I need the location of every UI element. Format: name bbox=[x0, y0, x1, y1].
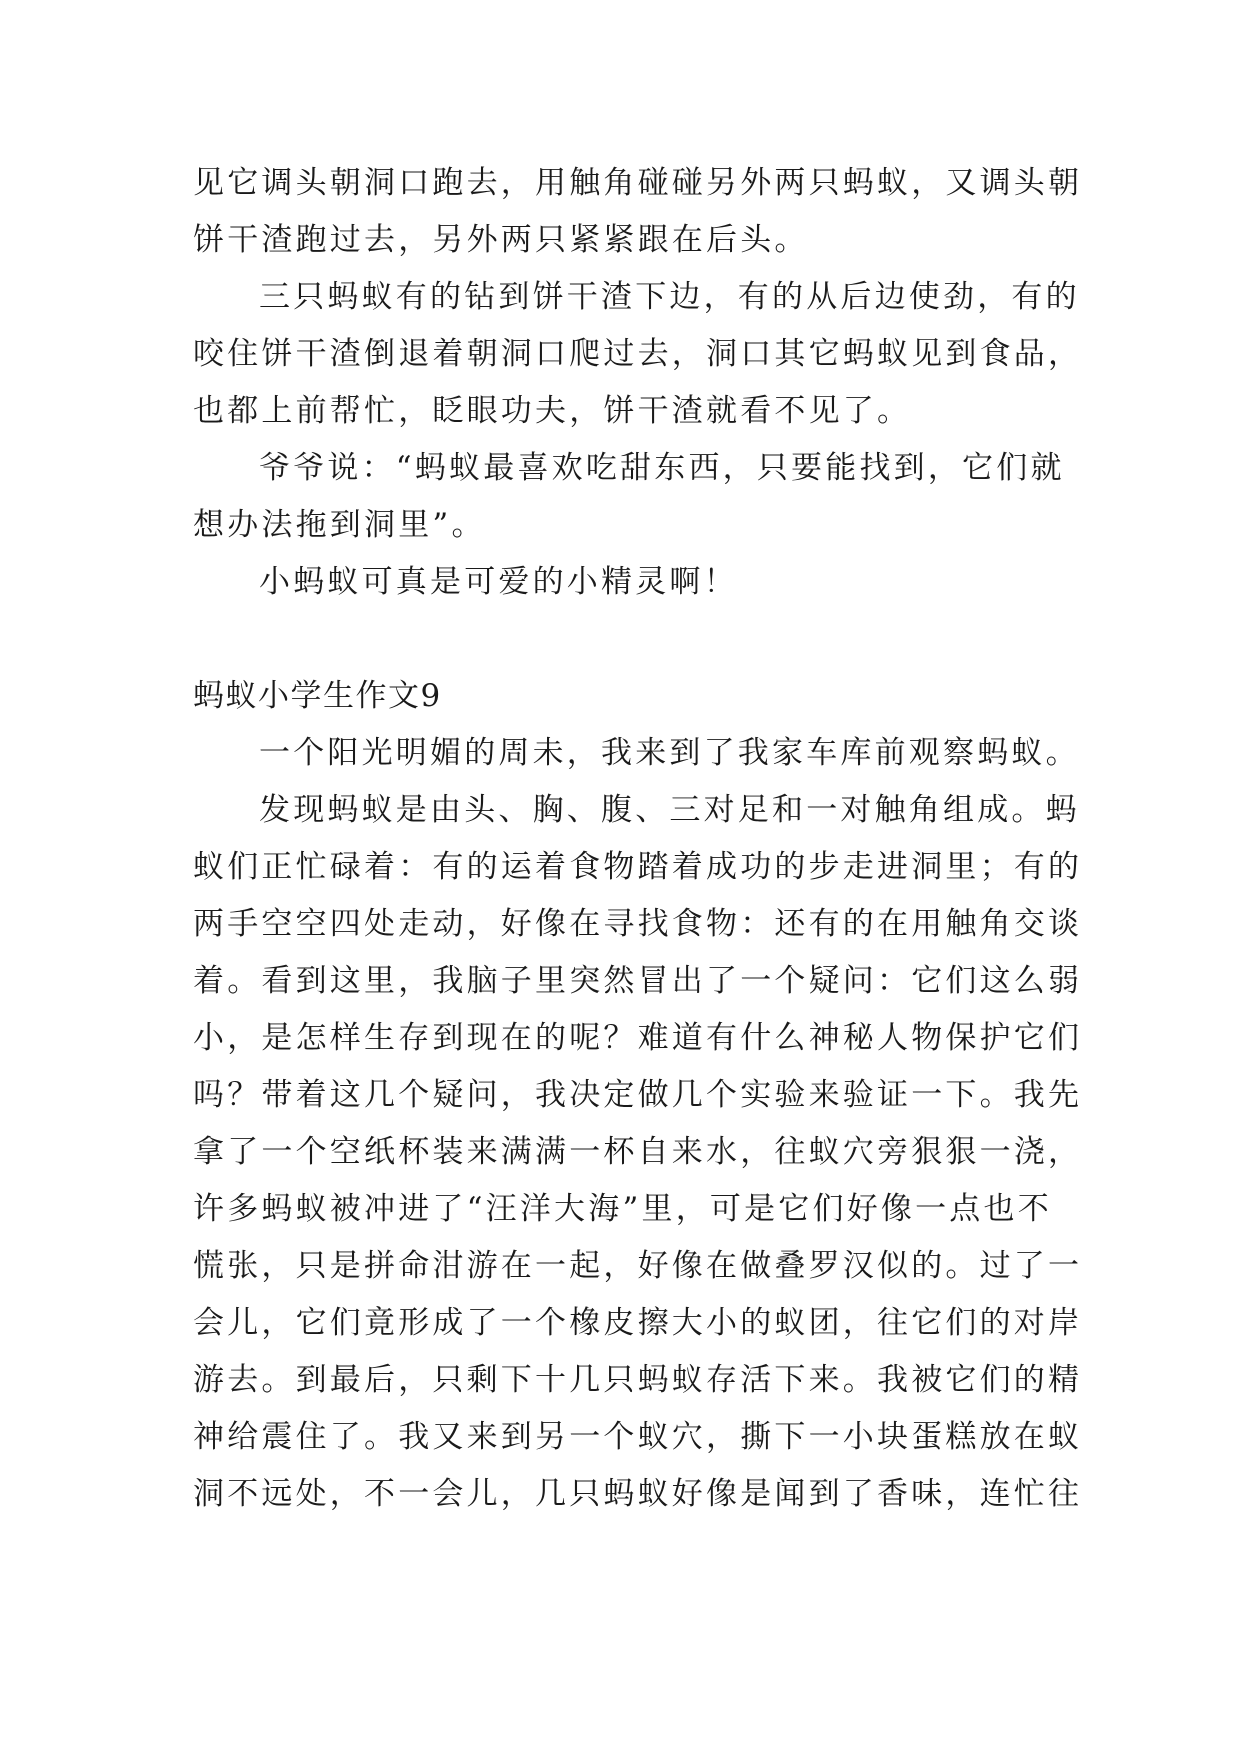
text-line: 慌张，只是拼命泔游在一起，好像在做叠罗汉似的。过了一 bbox=[193, 1248, 1083, 1284]
text-line: 小蚂蚁可真是可爱的小精灵啊！ bbox=[259, 564, 738, 600]
text-line: 咬住饼干渣倒退着朝洞口爬过去，洞口其它蚂蚁见到食品， bbox=[193, 336, 1083, 372]
text-line: 三只蚂蚁有的钻到饼干渣下边，有的从后边使劲，有的 bbox=[259, 279, 1080, 315]
text-line: 两手空空四处走动，好像在寻找食物：还有的在用触角交谈 bbox=[193, 906, 1083, 942]
paragraph-1 bbox=[193, 155, 1083, 269]
text-line: 见它调头朝洞口跑去，用触角碰碰另外两只蚂蚁，又调头朝 bbox=[193, 165, 1083, 201]
text-line: 吗？带着这几个疑问，我决定做几个实验来验证一下。我先 bbox=[193, 1077, 1083, 1113]
text-line: 也都上前帮忙，眨眼功夫，饼干渣就看不见了。 bbox=[193, 393, 912, 429]
text-line: 蚁们正忙碌着：有的运着食物踏着成功的步走进洞里；有的 bbox=[193, 849, 1083, 885]
text-line: 一个阳光明媚的周未，我来到了我家车库前观察蚂蚁。 bbox=[259, 735, 1080, 771]
text-line: 游去。到最后，只剩下十几只蚂蚁存活下来。我被它们的精 bbox=[193, 1362, 1083, 1398]
text-line: 神给震住了。我又来到另一个蚁穴，撕下一小块蛋糕放在蚁 bbox=[193, 1419, 1083, 1455]
paragraph-3 bbox=[193, 440, 1073, 554]
paragraph-gap bbox=[193, 611, 1073, 668]
section-heading: 蚂蚁小学生作文9 bbox=[193, 678, 442, 714]
paragraph-2 bbox=[193, 269, 1083, 440]
text-line: 饼干渣跑过去，另外两只紧紧跟在后头。 bbox=[193, 222, 809, 258]
text-line: 着。看到这里，我脑子里突然冒出了一个疑问：它们这么弱 bbox=[193, 963, 1083, 999]
text-line: 想办法拖到洞里”。 bbox=[193, 507, 486, 543]
text-line: 发现蚂蚁是由头、胸、腹、三对足和一对触角组成。蚂 bbox=[259, 792, 1080, 828]
text-line: 小，是怎样生存到现在的呢？难道有什么神秘人物保护它们 bbox=[193, 1020, 1083, 1056]
text-line: 洞不远处，不一会儿，几只蚂蚁好像是闻到了香味，连忙往 bbox=[193, 1476, 1083, 1512]
text-line: 拿了一个空纸杯装来满满一杯自来水，往蚁穴旁狠狠一浇， bbox=[193, 1134, 1083, 1170]
paragraph-6 bbox=[193, 782, 1083, 1523]
paragraph-5 bbox=[193, 725, 1080, 782]
paragraph-4 bbox=[193, 554, 1073, 611]
text-line: 会儿，它们竟形成了一个橡皮擦大小的蚁团，往它们的对岸 bbox=[193, 1305, 1083, 1341]
document-body bbox=[193, 155, 1083, 1523]
text-line: 许多蚂蚁被冲进了“汪洋大海”里，可是它们好像一点也不 bbox=[193, 1191, 1052, 1227]
text-line: 爷爷说：“蚂蚁最喜欢吃甜东西，只要能找到，它们就 bbox=[259, 450, 1065, 486]
